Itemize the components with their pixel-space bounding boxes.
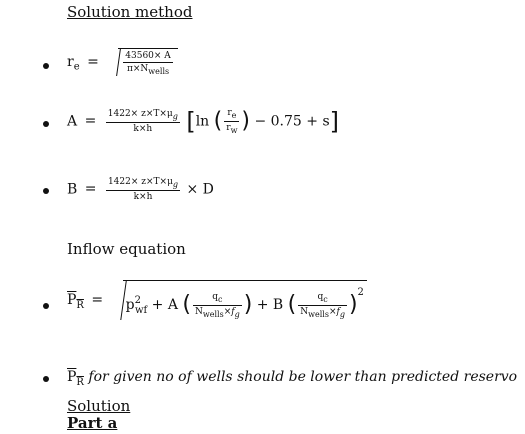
equation-re: $r_e$ = $\frac{43560\times A}{\pi\times N_{wells}}$ <box>67 48 178 76</box>
bullet-note <box>43 376 49 382</box>
equation-b: B = $\frac{1422\times z\times T\times\mu_g}{k\times h}$ × D <box>67 177 214 202</box>
bullet-pr <box>43 303 49 309</box>
inflow-equation-heading: Inflow equation <box>67 240 186 258</box>
solution-heading: Solution <box>67 397 131 415</box>
sqrt-pr: $p^2_{wf} + A$ ( $\frac{q_c}{N_{wells}\times f_g}$ ) + B ( $\frac{q_c}{N_{wells}\times f_g}$ )$^2$ <box>123 280 367 320</box>
bullet-b <box>43 188 49 194</box>
bullet-a <box>43 121 49 127</box>
note-text: $P_R$ for given no of wells should be lower than predicted reservo <box>67 369 518 388</box>
equation-a: A = $\frac{1422\times z\times T\times\mu_g}{k\times h}$ [ln ( $\frac{r_e}{r_w}$ ) − 0.75 + s] <box>67 107 340 136</box>
sqrt-re: $\frac{43560\times A}{\pi\times N_{wells}}$ <box>118 48 178 76</box>
equation-pr: $P_R = p^2_{wf} + A$ ( $\frac{q_c}{N_{wells}\times f_g}$ ) + B ( $\frac{q_c}{N_{wells}\times f_g}$ )$^2$ <box>67 280 367 320</box>
part-a-heading: Part a <box>67 414 118 432</box>
bullet-re <box>43 63 49 69</box>
solution-method-heading: Solution method <box>67 3 193 21</box>
